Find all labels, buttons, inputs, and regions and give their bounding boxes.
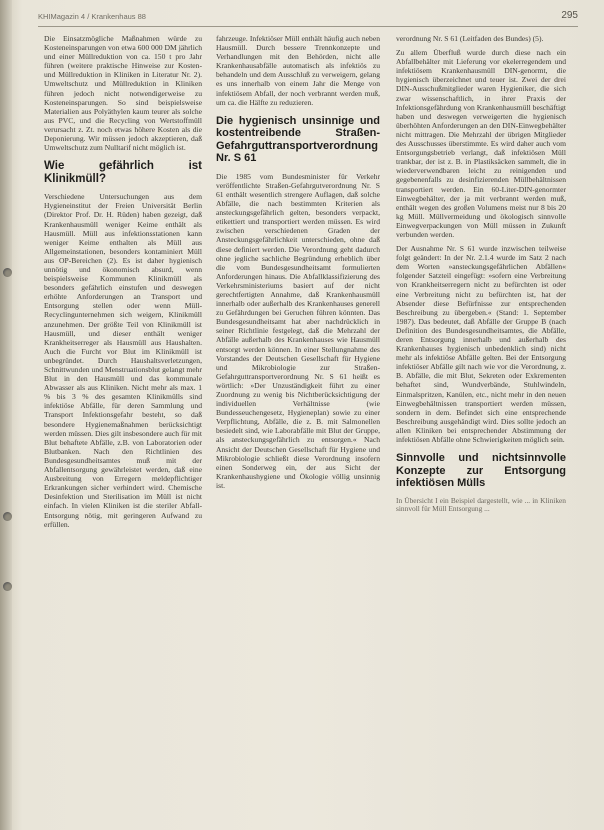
section-intro: In Übersicht I ein Beispiel dargestellt, wie ... in Kliniken sinnvoll für Müll Entsorgung ...	[396, 495, 566, 514]
page-header	[38, 10, 578, 24]
punch-hole	[3, 268, 12, 277]
column-1	[44, 34, 202, 534]
column-2	[216, 34, 380, 495]
punch-hole	[3, 512, 12, 521]
paragraph: fahrzeuge. Infektiöser Müll enthält häufig auch neben Hausmüll. Durch bessere Trennkonzepte und Verhandlungen mit den Behörden, nicht alle Krankenhausabfälle automatisch als infektiös zu behandeln und dem Ausschluß zu verweigern, gelang es uns innerhalb von einem Jahr die Menge von infektiösem Abfall, der noch verbrannt werden muß, um ca. die Hälfte zu reduzieren.	[216, 34, 380, 107]
running-title: KHIMagazin 4 / Krankenhaus 88	[38, 12, 146, 21]
column-3	[396, 34, 566, 519]
paragraph: Die Einsatzmögliche Maßnahmen würde zu Kosteneinsparungen von etwa 600 000 DM jährlich und einer Müllreduktion von ca. 150 t pro Jahr führen (weitere praktische Hinweise zur Kosten- und Müllreduktion in Kliniken in Literatur Nr. 2). Umweltschutz und Müllreduktion in Kliniken führen jedoch nicht notwendigerweise zu Kosteneinsparungen. So sind beispielsweise Materialien aus Polyäthylen kaum teurer als solche aus PVC, und die Recycling von Wertstoffmüll verursacht z. Zt. noch etwas höhere Kosten als die Deponierung. Wir müssen jedoch akzeptieren, daß Umweltschutz zum Nulltarif nicht möglich ist.	[44, 34, 202, 153]
paragraph: Die 1985 vom Bundesminister für Verkehr veröffentlichte Straßen-Gefahrgutverordnung Nr. S 61 enthält wesentlich strengere Auflagen, daß solche Abfälle, die nach bestimmten Kriterien als ansteckungsgefährlich gelten, besonders verpackt, etikettiert und transportiert werden müssen. Es wird zwischen verschiedenen Graden der Ansteckungsgefährlichkeit unterschieden, ohne daß diese definiert werden. Die Verordnung geht dadurch ohne jegliche sachliche Begründung erheblich über die vom Bundesgesundheitsamt formulierten Anforderungen hinaus. Die Abfallklassifizierung des Verkehrsministeriums basiert auf der nicht gerechtfertigten Annahme, daß Krankenhausmüll innerhalb oder außerhalb des Krankenhauses generell zu Gefährdungen bei Geruchen führen könnten. Das Bundesgesundheitsamt hat aber nachdrücklich in seiner Richtlinie festgelegt, daß die Mehrzahl der Abfälle außerhalb des Krankenhauses wie Hausmüll entsorgt werden können. In einer Stellungnahme des Vorstandes der Deutschen Gesellschaft für Hygiene und Mikrobiologie zur Straßen-Gefahrguttransportverordnung Nr. S 61 heißt es wörtlich: »Der Unzuständigkeit führt zu einer Zuordnung zu wenig bis Nichtberücksichtigung der individuellen Verhältnisse (wie Bundesseuchengesetz, Hygieneplan) sowie zu einer Verpflichtung, Abfälle, die z. B. mit Salmonellen besiedelt sind, wie Laborabfälle mit Blut der Gruppe, als ansteckungsgefährlich zu entsorgen.« Nach Ansicht der Deutschen Gesellschaft für Hygiene und Mikrobiologie schließt diese Verordnung insofern einen Sonderweg ein, der aus Sicht der Krankenhaushygiene und Ökologie völlig unsinnig ist.	[216, 171, 380, 490]
paragraph: Zu allem Überfluß wurde durch diese nach ein Abfallbehälter mit Lieferung vor ekelerregendem und infektiösem Krankenhausmüll DIN-genormt, die hygienisch überzeichnet und teuer ist. Zwei der drei DIN-Ausschußmitglieder waren Hygieniker, die sich zwar wissenschaftlich, in ihrer Praxis der Infektionsgefährdung von Krankenhausmüll beschäftigt haben und deswegen verweigerten die hygienisch überhöhten Anforderungen an den DIN-Einwegbehälter nicht mittragen. Die Mehrzahl der übrigen Mitglieder des Ausschusses überstimmte. Es wird daher auch vom Entsorgungsbetrieb verlangt, daß infektiösen Müll trankbar, der ist z. B. in Plastiksäcken sammelt, die in wiederverwendbaren leicht zu reinigenden und gegebenenfalls zu desinfizierenden Müllbehältnissen transportiert werden. Ein 60-Liter-DIN-genormter Einwegbehälter, der ja mit verbrannt werden muß, enthält wegen des großen Volumens meist nur 8 bis 20 kg Müll. Müllvermeidung und ökologisch sinnvolle Einwegverpackungen von Müll müssen in Zukunft verbunden werden.	[396, 48, 566, 239]
paragraph: Der Ausnahme Nr. S 61 wurde inzwischen teilweise folgt geändert: In der Nr. 2.1.4 wurde im Satz 2 nach dem Worten »ansteckungsgefährlichen Abfällen« folgender Satzteil eingefügt: »sofern eine Verbreitung von Krankheitserregern nicht zu befürchten ist oder eine Verbreitung nicht zu befürchten ist, hat der Absender diese Befürfnisse zur entsprechenden Beschreibung zu übergeben.« (Stand: 1. September 1987). Das bedeutet, daß Abfälle der Gruppe B (nach Definition des Bundesgesundheitsamtes, die Abfälle, deren Entsorgung innerhalb und außerhalb des Krankenhauses hygienisch unbedenklich sind) nicht mehr als infektiöse Abfälle gelten. Bei der Entsorgung infektiöser Abfälle gilt nach wie vor die Verordnung, z. B. Abfälle, die mit Blut, Sekreten oder Exkrementen behaftet sind, Wundverbände, Stuhlwindeln, Einmalspritzen, Kanülen, etc., nicht mehr in den neuen Einwegbehältnissen transportiert werden müssen, sondern in dem. Befindet sich eine entsprechende Beschreibung ausgehändigt wird. Dies sollte jedoch an allen Kliniken bei entsprechender Abstimmung der infektiösen Abfälle ohne Schwierigkeiten möglich sein.	[396, 244, 566, 445]
page-number: 295	[561, 10, 578, 21]
section-heading: Die hygienisch unsinnige und kostentreibende Straßen-Gefahrguttransportverordnung Nr. S 61	[216, 114, 380, 165]
punch-hole	[3, 582, 12, 591]
section-heading: Sinnvolle und nichtsinnvolle Konzepte zur Entsorgung infektiösen Mülls	[396, 452, 566, 490]
punch-holes	[3, 0, 13, 830]
paragraph: verordnung Nr. S 61 (Leitfaden des Bundes) (5).	[396, 34, 544, 43]
header-rule	[38, 26, 578, 27]
paragraph: Verschiedene Untersuchungen aus dem Hygieneinstitut der Freien Universität Berlin (Direktor Prof. Dr. H. Rüden) haben gezeigt, daß Krankenhausmüll weniger Keime enthält als Hausmüll. Müll aus infektionsstationen kann weniger Keime enthalten als Müll aus Allgemeinstationen, besonders kontaminiert Müll aus OP-Bereichen (2). Es ist daher hygienisch unnötig und ökonomisch absurd, wenn beispielsweise Kommunen Klinikmüll als besonders gefährlich einstufen und deswegen erhöhte Anforderungen an Transport und Entsorgung stellen oder wenn Müll-Recyclingunternehmen sich weigern, Klinikmüll anzunehmen. Der größte Teil von Klinikmüll ist Hausmüll, und dieser enthält weniger Krankheitserreger als Hausmüll aus Haushalten. Auch die Furcht vor Blut im Klinikmüll ist unbegründet. Durch Haushaltsverletzungen, Schnittwunden und Menstruationsblut gelangt mehr Blut in den Hausmüll und das kommunale Abwasser als aus Kliniken. Nicht mehr als max. 1 % bis 3 % des gesamten Klinikmülls sind infektiöse Abfälle, für deren Sammlung und Transport Infektionsgefahr besteht, so daß besondere Hygienemaßnahmen berücksichtigt werden müssen. Dies gilt insbesondere auch für mit Blut behaftete Abfälle, z.B. von Laboratorien oder Blutbanken. Nach den Richtlinien des Bundesgesundheitsamtes muß mit der Abfallentsorgung gewährleistet werden, daß eine Ausbreitung von Erregern meldepflichtiger Erkrankungen sicher verhindert wird. Chemische Desinfektion und Sterilisation im Müll ist nicht einfach. In vielen Kliniken ist die steriler Abfall-Entsorgung nötig, mit geringeren Aufwand zu erfüllen.	[44, 192, 202, 529]
section-heading: Wie gefährlich ist Klinikmüll?	[44, 160, 202, 185]
